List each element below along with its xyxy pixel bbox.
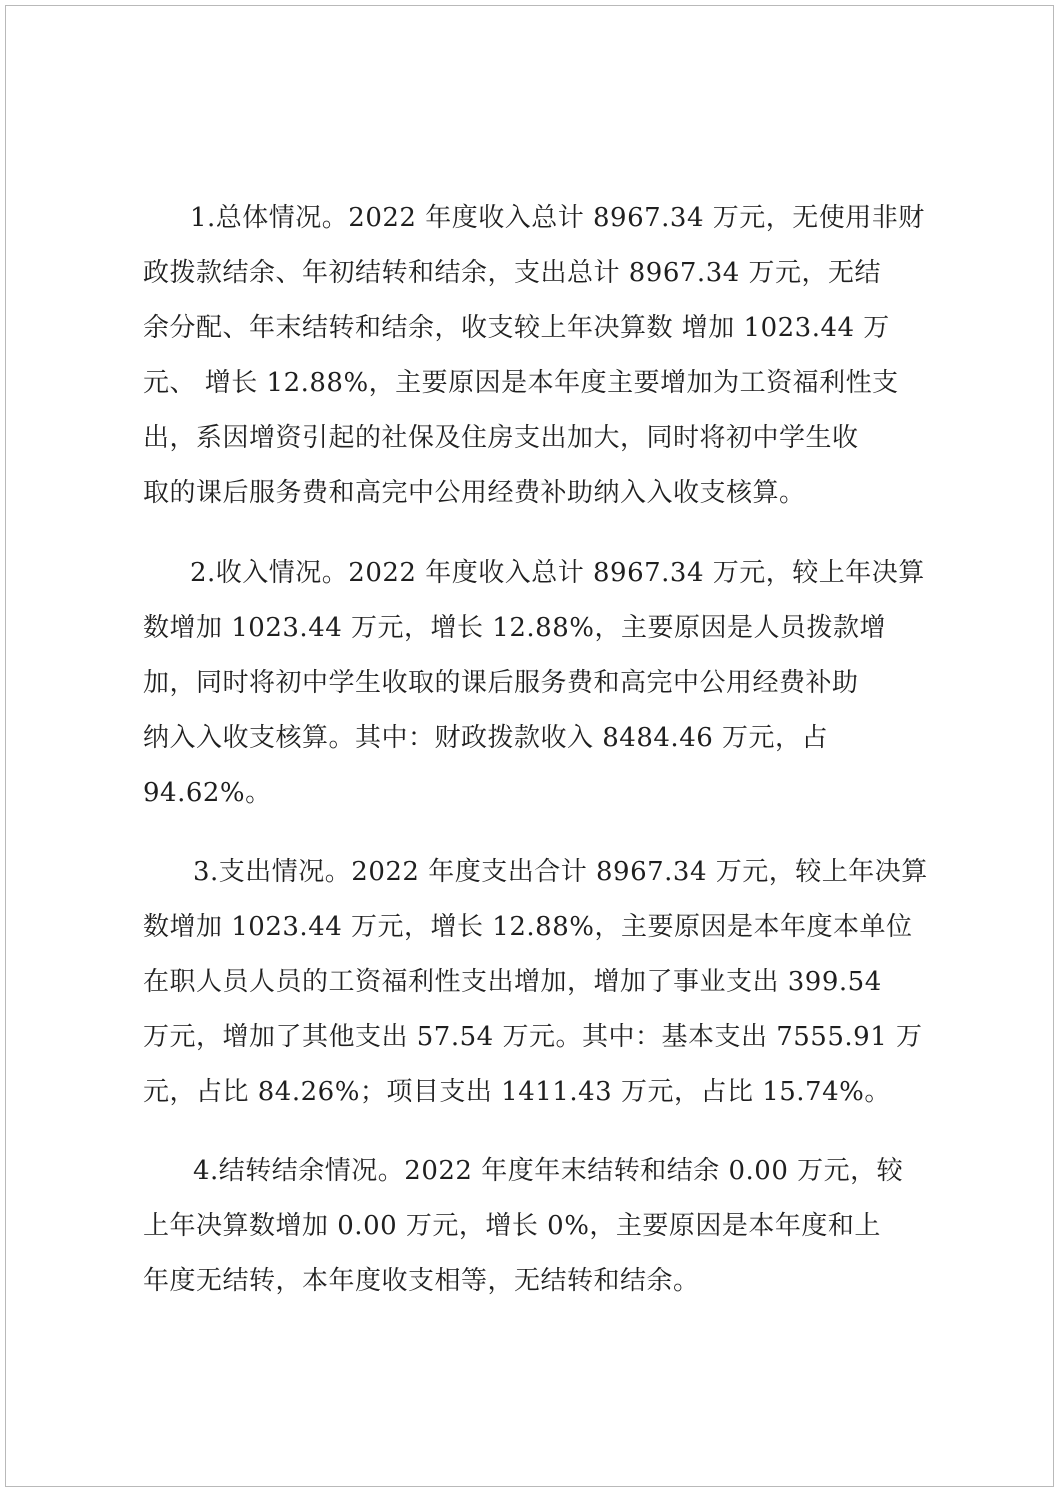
paragraph-3-line-1: 3.支出情况。2022 年度支出合计 8967.34 万元，较上年决算 [193, 857, 928, 887]
paragraph-4-line-3: 年度无结转，本年度收支相等，无结转和结余。 [143, 1266, 700, 1296]
paragraph-1-line-6: 取的课后服务费和高完中公用经费补助纳入入收支核算。 [143, 478, 806, 508]
paragraph-4-line-2: 上年决算数增加 0.00 万元，增长 0%，主要原因是本年度和上 [143, 1211, 881, 1241]
paragraph-1-line-5: 出，系因增资引起的社保及住房支出加大，同时将初中学生收 [143, 423, 859, 453]
paragraph-3-line-4: 万元，增加了其他支出 57.54 万元。其中：基本支出 7555.91 万 [143, 1022, 923, 1052]
paragraph-2-line-3: 加，同时将初中学生收取的课后服务费和高完中公用经费补助 [143, 668, 859, 698]
paragraph-4-line-1: 4.结转结余情况。2022 年度年末结转和结余 0.00 万元，较 [193, 1156, 904, 1186]
paragraph-3-line-3: 在职人员人员的工资福利性支出增加，增加了事业支出 399.54 [143, 967, 882, 997]
paragraph-1-line-2: 政拨款结余、年初结转和结余，支出总计 8967.34 万元，无结 [143, 258, 882, 288]
paragraph-2-line-4: 纳入入收支核算。其中：财政拨款收入 8484.46 万元，占 [143, 723, 829, 753]
paragraph-1-line-4: 元、 增长 12.88%，主要原因是本年度主要增加为工资福利性支 [143, 368, 899, 398]
paragraph-3-line-5: 元，占比 84.26%；项目支出 1411.43 万元，占比 15.74%。 [143, 1077, 891, 1107]
paragraph-2-line-5: 94.62%。 [143, 778, 272, 808]
paragraph-2-line-1: 2.收入情况。2022 年度收入总计 8967.34 万元，较上年决算 [190, 558, 925, 588]
paragraph-1-line-3: 余分配、年末结转和结余，收支较上年决算数 增加 1023.44 万 [143, 313, 890, 343]
paragraph-3-line-2: 数增加 1023.44 万元，增长 12.88%，主要原因是本年度本单位 [143, 912, 913, 942]
paragraph-1-line-1: 1.总体情况。2022 年度收入总计 8967.34 万元，无使用非财 [190, 203, 925, 233]
paragraph-2-line-2: 数增加 1023.44 万元，增长 12.88%，主要原因是人员拨款增 [143, 613, 886, 643]
